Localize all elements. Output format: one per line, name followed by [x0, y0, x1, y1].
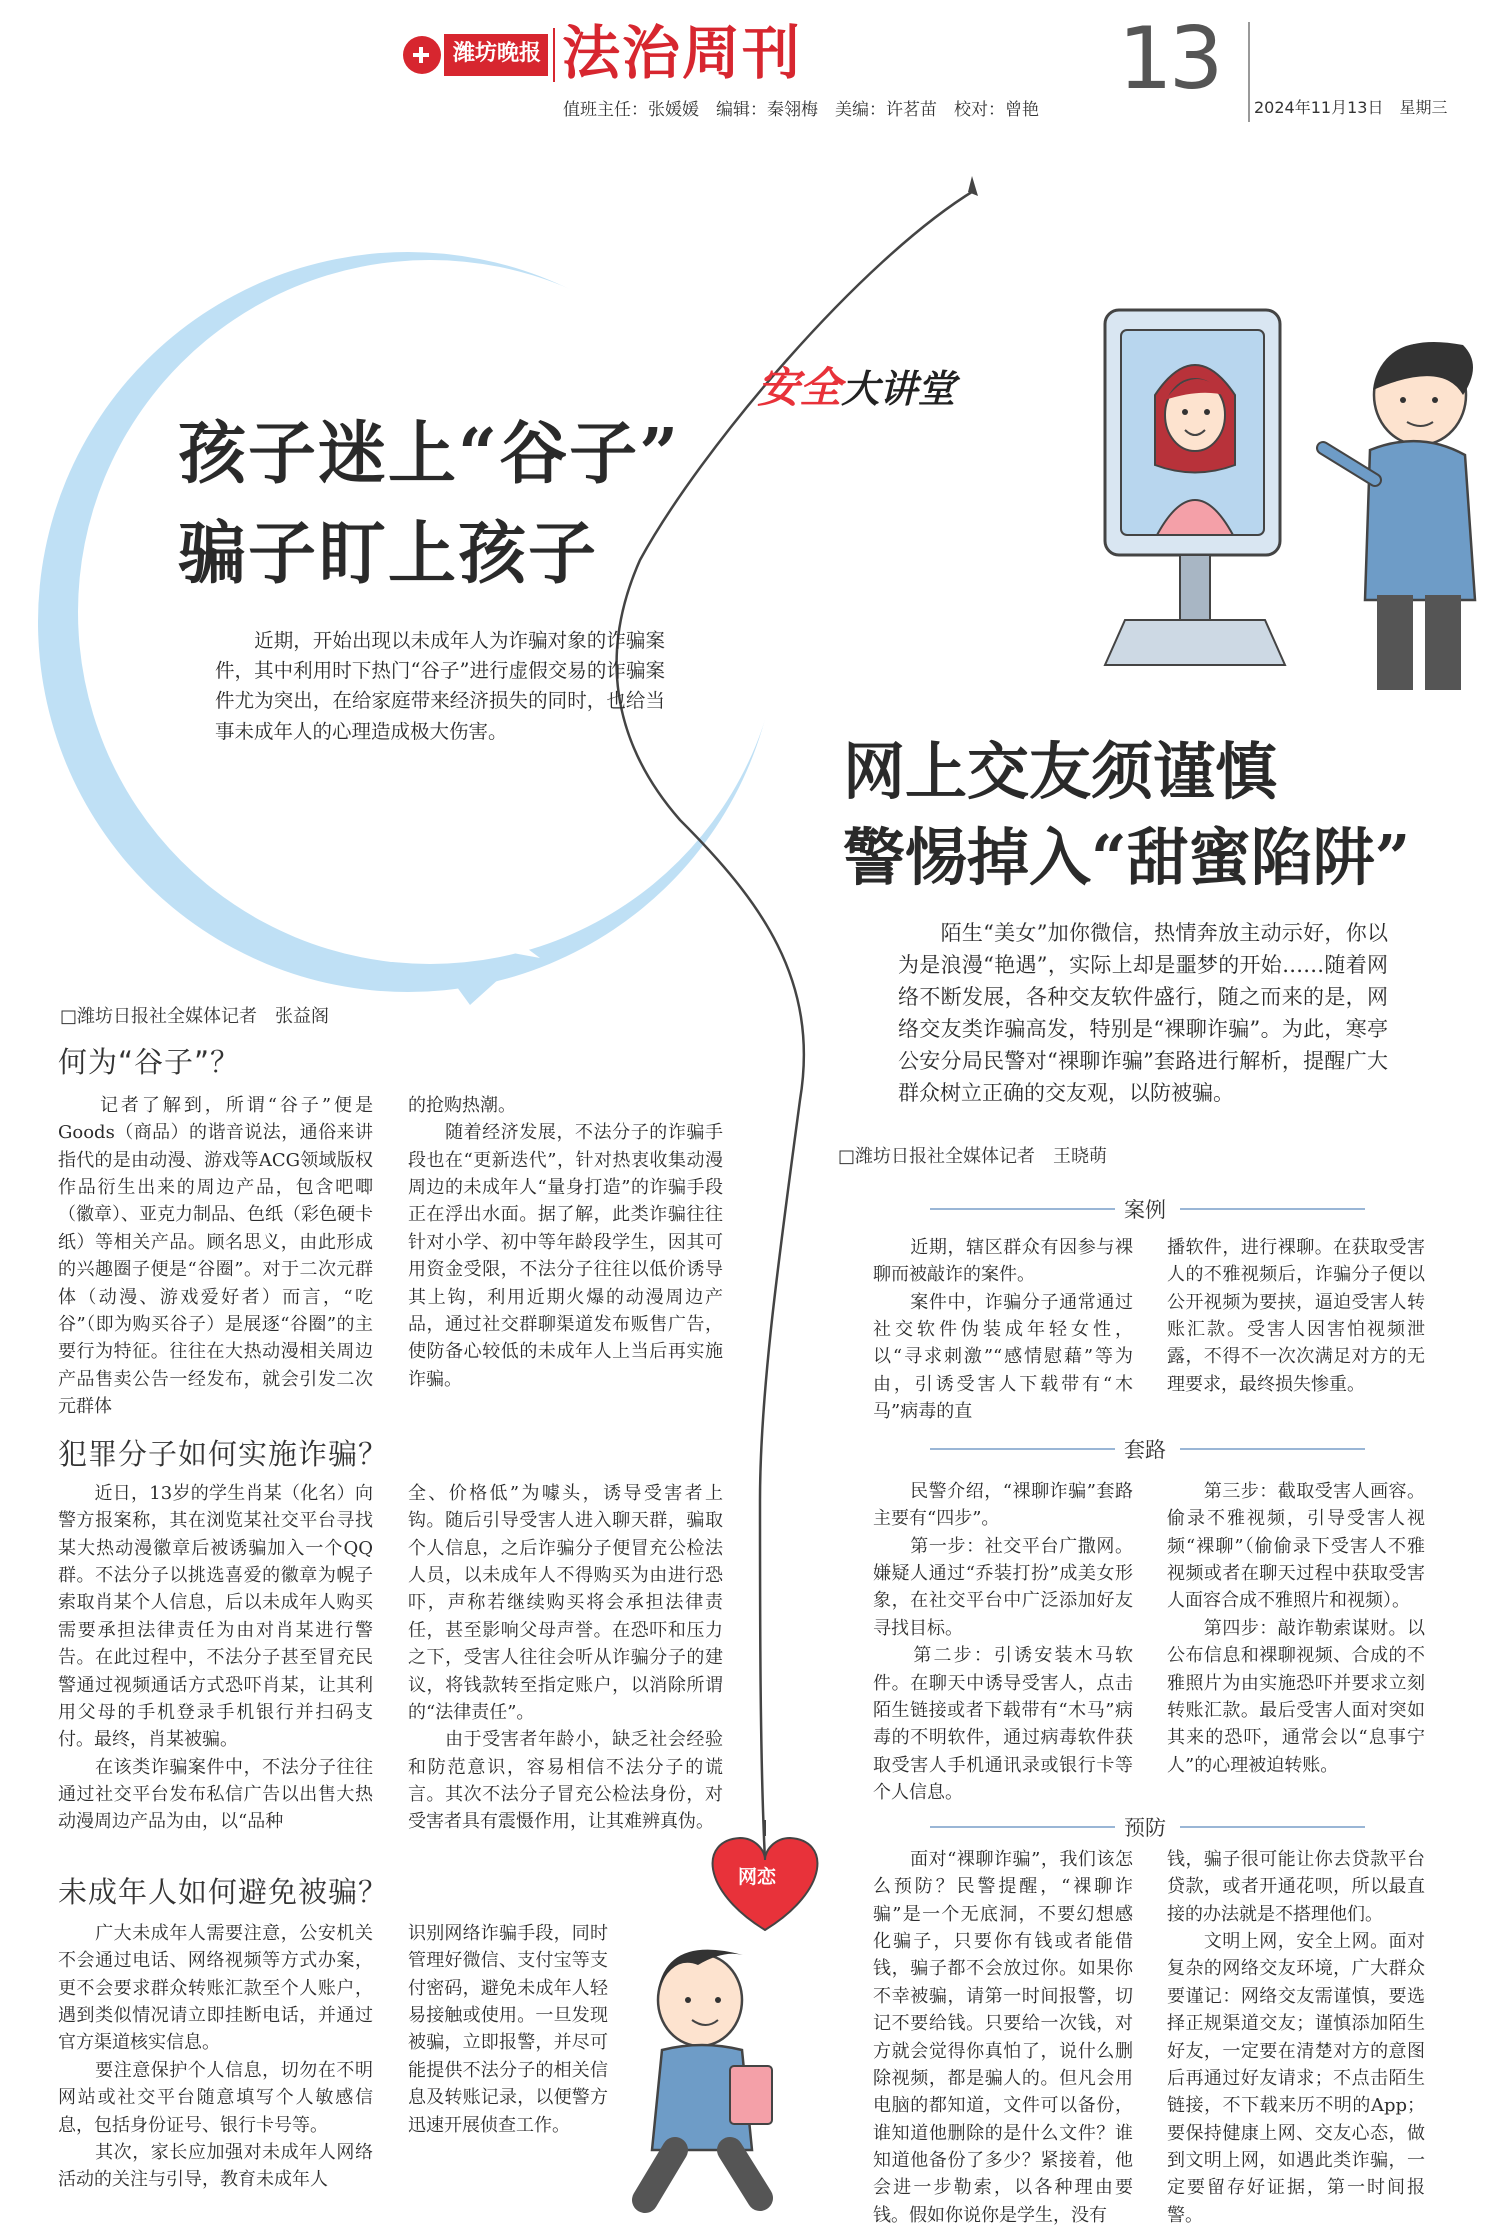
story1-section1-title: 何为“谷子”？ — [58, 1045, 241, 1079]
story1-byline: □潍坊日报社全媒体记者 张益阁 — [60, 1006, 330, 1027]
heart-label: 网恋 — [738, 1866, 777, 1888]
story1-section2-col2: 全、价格低”为噱头，诱导受害者上钩。随后引导受害人进入聊天群，骗取个人信息，之后诈骗分子便冒充公检法人员，以未成年人不得购买为由进行恐吓，声称若继续购买将会承担法律责任，甚至影响父母声誉。在恐吓和压力之下，受害人往往会听从诈骗分子的建议，将钱款转至指定账户，以消除所谓的“法律责任”。 由于受害者年龄小，缺乏社会经验和防范意识，容易相信不法分子的谎言。其次不法分子冒充公检法身份，对受害者具有震慑作用，让其难辨真伪。 — [408, 1483, 723, 1833]
masthead-date: 2024年11月13日 星期三 — [1254, 98, 1448, 117]
story1-section2-title: 犯罪分子如何实施诈骗？ — [58, 1437, 389, 1471]
story2-prevent-col2: 钱，骗子很可能让你去贷款平台贷款，或者开通花呗，所以最直接的办法就是不搭理他们。 文明上网，安全上网。面对复杂的网络交友环境，广大群众要谨记：网络交友需谨慎，要选择正规渠道交友；谨慎添加陌生好友，一定要在清楚对方的意图后再通过好友请求；不点击陌生链接，不下载来历不明的App；要保持健康上网、交友心态，做到文明上网，如遇此类诈骗，一定要留存好证据，第一时间报警。 — [1167, 1849, 1425, 2226]
story2-case-col2: 播软件，进行裸聊。在获取受害人的不雅视频后，诈骗分子便以公开视频为要挟，逼迫受害人转账汇款。受害人因害怕视频泄露，不得不一次次满足对方的无理要求，最终损失惨重。 — [1167, 1237, 1425, 1395]
column-tag-part2: 大讲堂 — [841, 367, 956, 411]
story1-section3-col1: 广大未成年人需要注意，公安机关不会通过电话、网络视频等方式办案，更不会要求群众转账汇款至个人账户，遇到类似情况请立即挂断电话，并通过官方渠道核实信息。 要注意保护个人信息，切勿在不明网站或社交平台随意填写个人敏感信息，包括身份证号、银行卡号等。 其次，家长应加强对未成年人网络活动的关注与引导，教育未成年人 — [58, 1923, 373, 2191]
story2-byline: □潍坊日报社全媒体记者 王晓萌 — [838, 1146, 1108, 1167]
column-tag — [728, 306, 955, 415]
story2-routine-col1: 民警介绍，“裸聊诈骗”套路主要有“四步”。 第一步：社交平台广撒网。嫌疑人通过“乔装打扮”成美女形象，在社交平台中广泛添加好友寻找目标。 第二步：引诱安装木马软件。在聊天中诱导受害人，点击陌生链接或者下载带有“木马”病毒的不明软件，通过病毒软件获取受害人手机通讯录或银行卡等个人信息。 — [873, 1481, 1133, 1803]
story2-routine-col2: 第三步：截取受害人画容。偷录不雅视频，引导受害人视频“裸聊”（偷偷录下受害人不雅视频或者在聊天过程中获取受害人面容合成不雅照片和视频）。 第四步：敲诈勒索谋财。以公布信息和裸聊视频、合成的不雅照片为由实施恐吓并要求立刻转账汇款。最后受害人面对突如其来的恐吓，通常会以“息事宁人”的心理被迫转账。 — [1167, 1481, 1425, 1776]
story1-section2-col1: 近日，13岁的学生肖某（化名）向警方报案称，其在浏览某社交平台寻找某大热动漫徽章后被诱骗加入一个QQ群。不法分子以挑选喜爱的徽章为幌子索取肖某个人信息，后以未成年人购买需要承担法律责任为由对肖某进行警告。在此过程中，不法分子甚至冒充民警通过视频通话方式恐吓肖某，让其利用父母的手机登录手机银行并扫码支付。最终，肖某被骗。 在该类诈骗案件中，不法分子往往通过社交平台发布私信广告以出售大热动漫周边产品为由，以“品种 — [58, 1483, 373, 1833]
case-rule-right — [1180, 1208, 1365, 1210]
story2-prevent-col1: 面对“裸聊诈骗”，我们该怎么预防？民警提醒，“裸聊诈骗”是一个无底洞，不要幻想感化骗子，只要你有钱或者能借钱，骗子都不会放过你。如果你不幸被骗，请第一时间报警，切记不要给钱。只要给一次钱，对方就会觉得你真怕了，说什么删除视频，都是骗人的。但凡会用电脑的都知道，文件可以备份，谁知道他删除的是什么文件？谁知道他备份了多少？紧接着，他会进一步勒索，以各种理由要钱。假如你说你是学生，没有 — [873, 1849, 1133, 2226]
story1-lead: 近期，开始出现以未成年人为诈骗对象的诈骗案件，其中利用时下热门“谷子”进行虚假交易的诈骗案件尤为突出，在给家庭带来经济损失的同时，也给当事未成年人的心理造成极大伤害。 — [215, 629, 665, 743]
story2-lead: 陌生“美女”加你微信，热情奔放主动示好，你以为是浪漫“艳遇”，实际上却是噩梦的开始……随着网络不断发展，各种交友软件盛行，随之而来的是，网络交友类诈骗高发，特别是“裸聊诈骗”。为此，寒亭公安分局民警对“裸聊诈骗”套路进行解析，提醒广大群众树立正确的交友观，以防被骗。 — [898, 921, 1388, 1105]
routine-label: 套路 — [1124, 1438, 1166, 1462]
routine-rule-left — [930, 1448, 1115, 1450]
speech-bubble-inner — [78, 260, 782, 964]
story1-section1-col2: 的抢购热潮。 随着经济发展，不法分子的诈骗手段也在“更新迭代”，针对热衷收集动漫周边的未成年人“量身打造”的诈骗手段正在浮出水面。据了解，此类诈骗往往针对小学、初中等年龄段学生，因其可用资金受限，不法分子往往以低价诱导其上钩，利用近期火爆的动漫周边产品，通过社交群聊渠道发布贩售广告，使防备心较低的未成年人上当后再实施诈骗。 — [408, 1095, 723, 1390]
story1-section3-col2: 识别网络诈骗手段，同时管理好微信、支付宝等支付密码，避免未成年人轻易接触或使用。一旦发现被骗，立即报警，并尽可能提供不法分子的相关信息及转账记录，以便警方迅速开展侦查工作。 — [408, 1923, 608, 2136]
video-call-illustration — [1085, 300, 1485, 700]
story2-headline-line2: 警惕掉入“甜蜜陷阱” — [843, 821, 1411, 894]
story1-section3-title: 未成年人如何避免被骗？ — [58, 1875, 389, 1909]
story1-section1-col1: 记者了解到，所谓“谷子”便是Goods（商品）的谐音说法，通俗来讲指代的是由动漫、游戏等ACG领域版权作品衍生出来的周边产品，包含吧唧（徽章）、亚克力制品、色纸（彩色硬卡纸）等相关产品。顾名思义，由此形成的兴趣圈子便是“谷圈”。对于二次元群体（动漫、游戏爱好者）而言，“吃谷”（即为购买谷子）是展逐“谷圈”的主要行为特征。往往在大热动漫相关周边产品售卖公告一经发布，就会引发二次元群体 — [58, 1095, 373, 1417]
money-stack-icon — [730, 2066, 772, 2124]
column-tag-part1: 安全 — [757, 363, 842, 412]
masthead-logo-text: 潍坊晚报 — [452, 41, 541, 66]
page-number: 13 — [1118, 9, 1220, 109]
story2-headline-line1: 网上交友须谨慎 — [843, 735, 1278, 808]
routine-rule-right — [1180, 1448, 1365, 1450]
story1-headline-line2: 骗子盯上孩子 — [178, 514, 599, 594]
boy-heart-illustration — [580, 1820, 880, 2214]
phone-screen-icon — [1105, 310, 1285, 665]
man-figure-icon — [1323, 342, 1475, 690]
prevent-rule-left — [930, 1826, 1115, 1828]
story2-case-col1: 近期，辖区群众有因参与裸聊而被敲诈的案件。 案件中，诈骗分子通常通过社交软件伪装成年轻女性，以“寻求刺激”“感情慰藉”等为由，引诱受害人下载带有“木马”病毒的直 — [873, 1237, 1133, 1423]
story1-headline-line1: 孩子迷上“谷子” — [178, 414, 681, 494]
masthead-credits: 值班主任：张媛媛 编辑：秦翎梅 美编：许茗苗 校对：曾艳 — [563, 100, 1039, 120]
prevent-label: 预防 — [1124, 1816, 1166, 1840]
case-rule-left — [930, 1208, 1115, 1210]
case-label: 案例 — [1124, 1198, 1166, 1222]
prevent-rule-right — [1180, 1826, 1365, 1828]
boy-figure-icon — [645, 1950, 772, 2200]
masthead-section-title: 法治周刊 — [562, 19, 803, 87]
